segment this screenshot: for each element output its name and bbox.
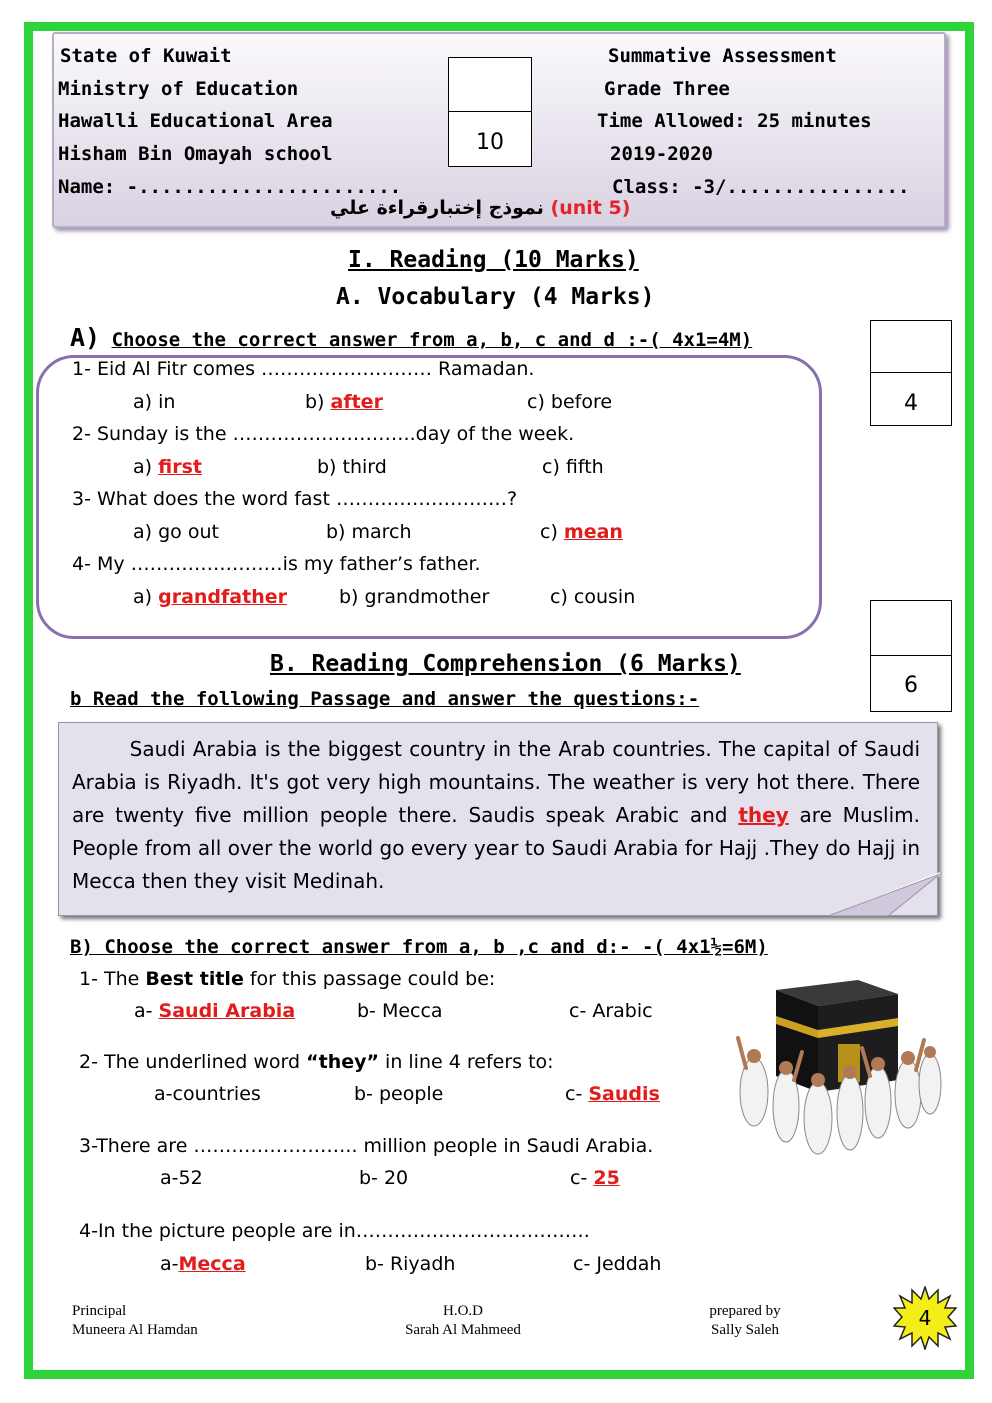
vocab-q1-opt-c: c) before [527, 391, 613, 413]
comp-q4-opt-a: a-Mecca [160, 1253, 246, 1275]
footer-principal [72, 1302, 198, 1340]
comp-q4-answer: Mecca [178, 1253, 246, 1275]
section-title-comprehension: B. Reading Comprehension (6 Marks) [270, 651, 741, 677]
vocab-q1: 1- Eid Al Fitr comes ……………………… Ramadan. [72, 358, 535, 380]
header-grade: Grade Three [604, 78, 730, 100]
arabic-unit: (unit 5) [550, 197, 631, 219]
instruction-a [70, 323, 752, 352]
header-time: Time Allowed: 25 minutes [597, 110, 872, 132]
footer-principal-role: Principal [72, 1303, 127, 1319]
instruction-a-text: Choose the correct answer from a, b, c and d :-( 4x1=4M) [111, 329, 753, 351]
footer-principal-name: Muneera Al Hamdan [72, 1322, 198, 1338]
instruction-b-passage: b Read the following Passage and answer the questions:- [70, 688, 700, 710]
vocab-q2-opt-c: c) fifth [542, 456, 604, 478]
total-score: 10 [476, 130, 504, 155]
passage-part-1: Saudi Arabia is the biggest country in the Arab countries. The capital of Saudi Arabia is Riyadh. It's got very high mountains. The weather is very hot there. There are twenty five million people there. Saudis speak Arabic and [72, 737, 920, 827]
comp-q3-opt-a: a-52 [160, 1167, 203, 1189]
header-name: Name: -....................... [58, 176, 402, 198]
vocab-score: 4 [904, 391, 918, 416]
vocab-q3-opt-a: a) go out [133, 521, 219, 543]
vocab-q2-opt-a: a) first [133, 456, 202, 478]
comp-q3-answer: 25 [593, 1167, 620, 1189]
footer-hod-role: H.O.D [443, 1303, 483, 1319]
footer-hod-name: Sarah Al Mahmeed [405, 1322, 521, 1338]
vocab-q3-opt-b: b) march [326, 521, 412, 543]
comp-q1: 1- The Best title for this passage could be: [79, 968, 496, 990]
arabic-title [330, 197, 630, 219]
comp-q4: 4-In the picture people are in………………………………. [79, 1220, 590, 1242]
comp-q1-opt-a: a- Saudi Arabia [134, 1000, 296, 1022]
arabic-title-text: نموذج إختبارقراءة علي [330, 197, 544, 219]
page-number: 4 [918, 1306, 932, 1330]
comp-q2-answer: Saudis [588, 1083, 660, 1105]
header-ministry: Ministry of Education [58, 78, 299, 100]
vocab-q4-opt-c: c) cousin [550, 586, 636, 608]
page-number-badge [893, 1286, 957, 1350]
comp-q1-answer: Saudi Arabia [158, 1000, 296, 1022]
footer-hod [398, 1302, 528, 1340]
total-score-box [448, 57, 532, 167]
comp-q2-opt-c: c- Saudis [565, 1083, 660, 1105]
comprehension-score-box [870, 600, 952, 712]
comp-q4-opt-b: b- Riyadh [365, 1253, 456, 1275]
vocab-q4-opt-b: b) grandmother [339, 586, 490, 608]
comp-q3-opt-b: b- 20 [359, 1167, 409, 1189]
comp-q1-opt-c: c- Arabic [569, 1000, 653, 1022]
passage-underlined-they: they [738, 803, 789, 827]
vocab-q3-opt-c: c) mean [540, 521, 623, 543]
header-school: Hisham Bin Omayah school [58, 143, 333, 165]
vocab-q3-answer: mean [563, 521, 623, 543]
kaaba-pilgrims-image [726, 972, 948, 1160]
vocab-q4-opt-a: a) grandfather [133, 586, 287, 608]
vocab-q1-opt-a: a) in [133, 391, 176, 413]
header-year: 2019-2020 [610, 143, 713, 165]
footer-prep-name: Sally Saleh [711, 1322, 779, 1338]
comp-q2-opt-b: b- people [354, 1083, 444, 1105]
section-title-reading: I. Reading (10 Marks) [348, 247, 639, 273]
vocab-q2-answer: first [158, 456, 202, 478]
comp-q2: 2- The underlined word “they” in line 4 refers to: [79, 1051, 554, 1073]
instruction-b-questions: B) Choose the correct answer from a, b ,c and d:- -( 4x1½=6M) [70, 936, 768, 958]
vocab-q1-opt-b: b) after [305, 391, 383, 413]
passage-part-2: are Muslim. People from all over the world go every year to Saudi Arabia for Hajj .They do Hajj in Mecca then they visit Medinah. [72, 803, 920, 893]
vocab-q4-answer: grandfather [158, 586, 287, 608]
header-assessment: Summative Assessment [608, 45, 837, 67]
footer-prep-role: prepared by [709, 1303, 781, 1319]
footer-prepared [700, 1302, 790, 1340]
vocab-q4: 4- My ……………………is my father’s father. [72, 553, 481, 575]
section-subtitle-vocabulary: A. Vocabulary (4 Marks) [336, 284, 655, 310]
vocab-q3: 3- What does the word fast ………………………? [72, 488, 518, 510]
vocab-q2-opt-b: b) third [317, 456, 387, 478]
vocab-q2: 2- Sunday is the ………………………..day of the week. [72, 423, 575, 445]
vocab-q1-answer: after [330, 391, 383, 413]
instruction-a-letter: A) [70, 323, 101, 352]
passage-text [72, 733, 920, 898]
comp-q4-opt-c: c- Jeddah [573, 1253, 662, 1275]
header-state: State of Kuwait [60, 45, 232, 67]
comp-q3-opt-c: c- 25 [570, 1167, 620, 1189]
vocab-score-box [870, 320, 952, 426]
comp-q2-opt-a: a-countries [154, 1083, 261, 1105]
comprehension-score: 6 [904, 673, 918, 698]
header-area: Hawalli Educational Area [58, 110, 333, 132]
header-class: Class: -3/................ [612, 176, 910, 198]
comp-q3: 3-There are …………………….. million people in Saudi Arabia. [79, 1135, 654, 1157]
comp-q1-opt-b: b- Mecca [357, 1000, 443, 1022]
